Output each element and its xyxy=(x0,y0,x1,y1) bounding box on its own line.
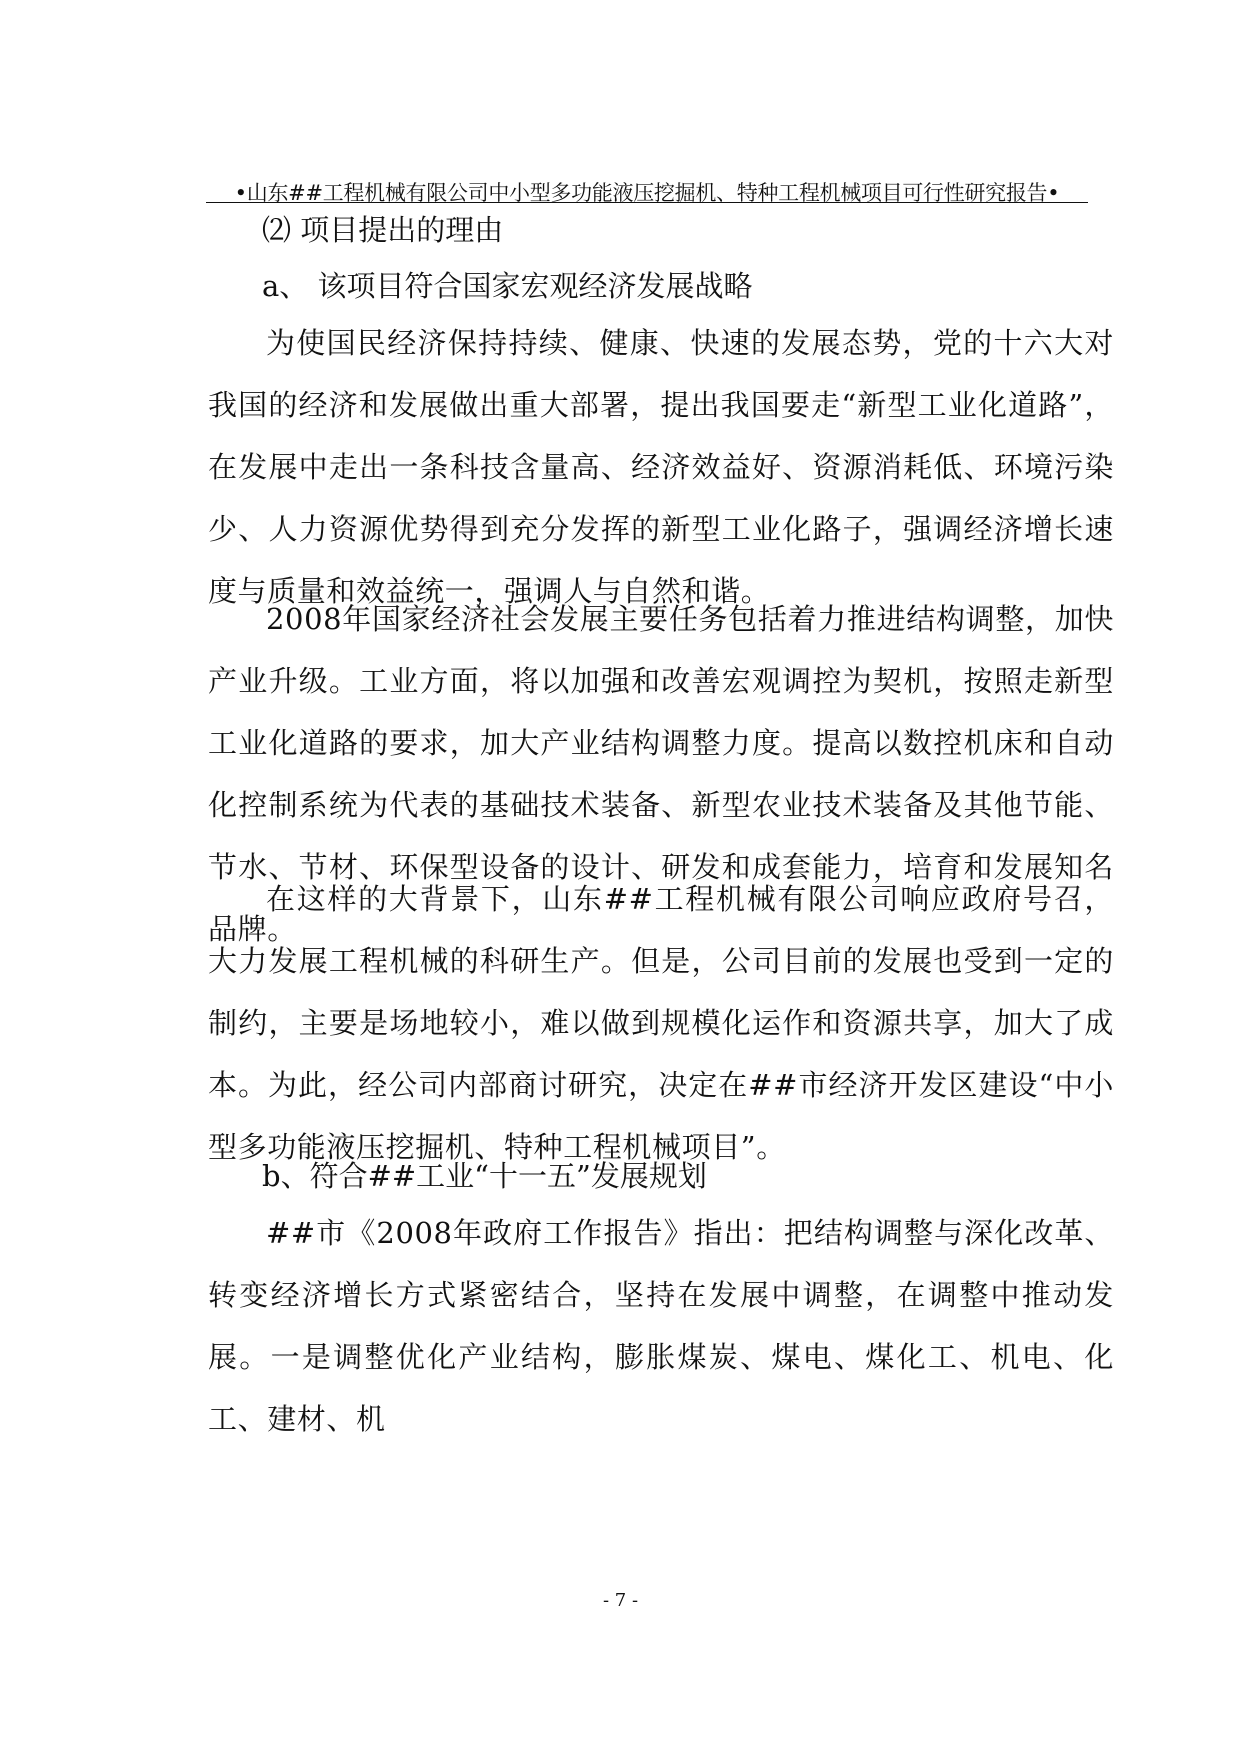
paragraph-4: ##市《2008年政府工作报告》指出：把结构调整与深化改革、转变经济增长方式紧密结合，坚持在发展中调整，在调整中推动发展。一是调整优化产业结构，膨胀煤炭、煤电、煤化工、机电、化工、建材、机 xyxy=(208,1216,1114,1436)
paragraph-1: 为使国民经济保持持续、健康、快速的发展态势，党的十六大对我国的经济和发展做出重大部署，提出我国要走“新型工业化道路”，在发展中走出一条科技含量高、经济效益好、资源消耗低、环境污染少、人力资源优势得到充分发挥的新型工业化路子，强调经济增长速度与质量和效益统一，强调人与自然和谐。 xyxy=(208,326,1114,608)
item-b-heading: b、符合##工业“十一五”发展规划 xyxy=(262,1159,707,1193)
header-rule xyxy=(206,202,1088,203)
item-a-heading: a、 该项目符合国家宏观经济发展战略 xyxy=(262,269,753,303)
paragraph-3: 在这样的大背景下，山东##工程机械有限公司响应政府号召，大力发展工程机械的科研生产。但是，公司目前的发展也受到一定的制约，主要是场地较小，难以做到规模化运作和资源共享，加大了成本。为此，经公司内部商讨研究，决定在##市经济开发区建设“中小型多功能液压挖掘机、特种工程机械项目”。 xyxy=(208,882,1114,1164)
subsection-heading: ⑵ 项目提出的理由 xyxy=(262,213,504,247)
paragraph-2: 2008年国家经济社会发展主要任务包括着力推进结构调整，加快产业升级。工业方面，将以加强和改善宏观调控为契机，按照走新型工业化道路的要求，加大产业结构调整力度。提高以数控机床和自动化控制系统为代表的基础技术装备、新型农业技术装备及其他节能、节水、节材、环保型设备的设计、研发和成套能力，培育和发展知名品牌。 xyxy=(208,602,1114,946)
running-header: •山东##工程机械有限公司中小型多功能液压挖掘机、特种工程机械项目可行性研究报告• xyxy=(234,181,1060,205)
page-number: - 7 - xyxy=(602,1590,639,1611)
